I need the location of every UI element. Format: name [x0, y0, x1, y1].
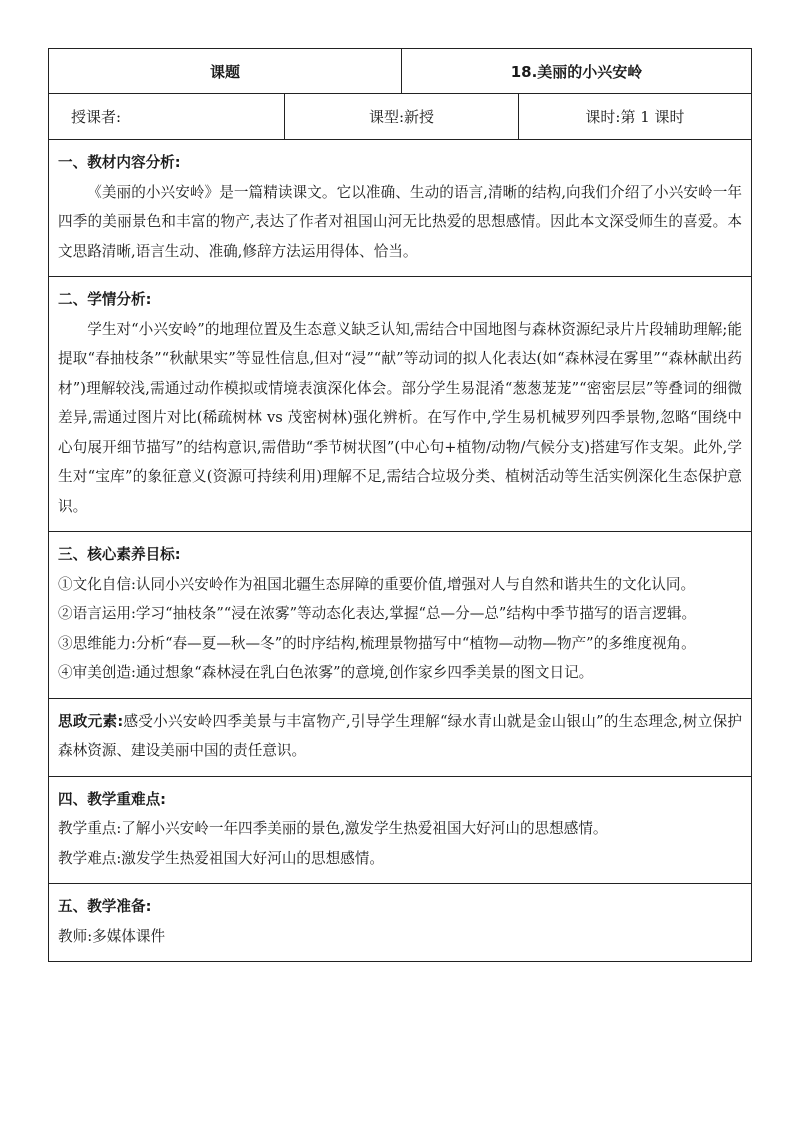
topic-row	[49, 49, 751, 94]
section-body: 《美丽的小兴安岭》是一篇精读课文。它以准确、生动的语言,清晰的结构,向我们介绍了小兴安岭一年四季的美丽景色和丰富的物产,表达了作者对祖国山河无比热爱的思想感情。因此本文深受师生的喜爱。本文思路清晰,语言生动、准确,修辞方法运用得体、恰当。	[58, 183, 742, 260]
section-body: 学生对“小兴安岭”的地理位置及生态意义缺乏认知,需结合中国地图与森林资源纪录片片段辅助理解;能提取“春抽枝条”“秋献果实”等显性信息,但对“浸”“献”等动词的拟人化表达(如“森林浸在雾里”“森林献出药材”)理解较浅,需通过动作模拟或情境表演深化体会。部分学生易混淆“葱葱茏茏”“密密层层”等叠词的细微差异,需通过图片对比(稀疏树林 vs 茂密树林)强化辨析。在写作中,学生易机械罗列四季景物,忽略“围绕中心句展开细节描写”的结构意识,需借助“季节树状图”(中心句+植物/动物/气候分支)搭建写作支架。此外,学生对“宝库”的象征意义(资源可持续利用)理解不足,需结合垃圾分类、植树活动等生活实例深化生态保护意识。	[58, 320, 742, 515]
goal-item: ②语言运用:学习“抽枝条”“浸在浓雾”等动态化表达,掌握“总—分—总”结构中季节描写的语言逻辑。	[58, 605, 697, 622]
preparation-section	[49, 884, 751, 961]
goal-item: ③思维能力:分析“春—夏—秋—冬”的时序结构,梳理景物描写中“植物—动物—物产”的多维度视角。	[58, 634, 696, 652]
goal-item: ①文化自信:认同小兴安岭作为祖国北疆生态屏障的重要价值,增强对人与自然和谐共生的文化认同。	[58, 575, 696, 593]
lesson-plan-table	[48, 48, 752, 962]
section-title: 三、核心素养目标:	[58, 546, 181, 563]
period-field: 课时:第 1 课时	[518, 94, 751, 139]
preparation-body: 教师:多媒体课件	[58, 927, 166, 945]
teaching-difficulty: 教学难点:激发学生热爱祖国大好河山的思想感情。	[58, 849, 384, 867]
ideology-label: 思政元素:	[58, 712, 124, 730]
student-analysis-section	[49, 277, 751, 532]
topic-value: 18.美丽的小兴安岭	[401, 49, 751, 93]
lesson-type-field: 课型:新授	[284, 94, 518, 139]
material-analysis-section	[49, 140, 751, 277]
section-title: 二、学情分析:	[58, 291, 152, 308]
ideology-section	[49, 699, 751, 777]
ideology-body: 感受小兴安岭四季美景与丰富物产,引导学生理解“绿水青山就是金山银山”的生态理念,树立保护森林资源、建设美丽中国的责任意识。	[58, 712, 742, 759]
section-title: 四、教学重难点:	[58, 790, 166, 808]
section-title: 五、教学准备:	[58, 898, 152, 915]
teaching-focus: 教学重点:了解小兴安岭一年四季美丽的景色,激发学生热爱祖国大好河山的思想感情。	[58, 820, 608, 837]
core-goals-section	[49, 532, 751, 699]
section-title: 一、教材内容分析:	[58, 154, 181, 171]
key-points-section	[49, 777, 751, 885]
info-row	[49, 94, 751, 140]
goal-item: ④审美创造:通过想象“森林浸在乳白色浓雾”的意境,创作家乡四季美景的图文日记。	[58, 664, 594, 681]
ideology-paragraph	[58, 707, 742, 766]
topic-label: 课题	[209, 62, 240, 81]
teacher-field: 授课者:	[71, 108, 122, 126]
